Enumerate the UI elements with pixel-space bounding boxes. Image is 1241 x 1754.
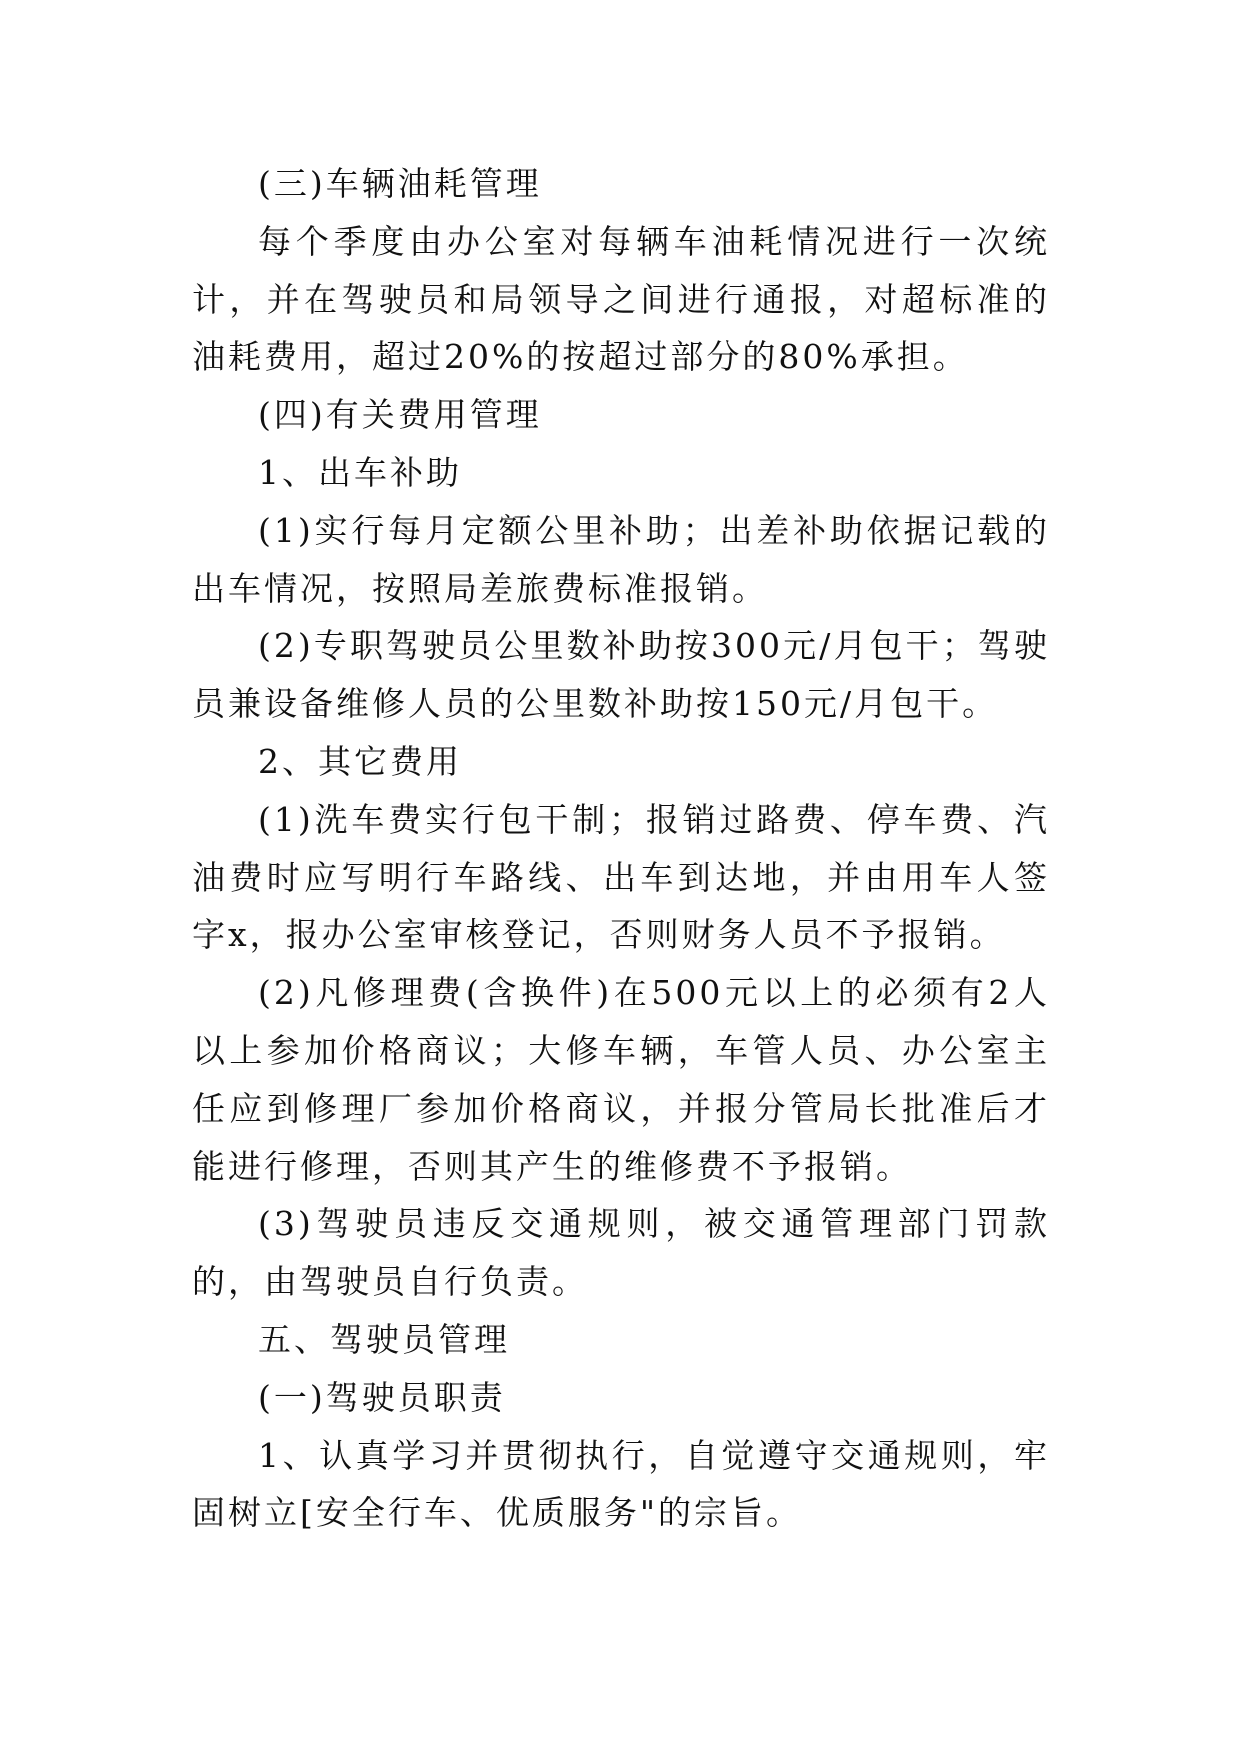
paragraph-other-expenses-2: (2)凡修理费(含换件)在500元以上的必须有2人以上参加价格商议；大修车辆，车管人员、办公室主任应到修理厂参加价格商议，并报分管局长批准后才能进行修理，否则其产生的维修费不予报销。	[192, 973, 1050, 1186]
section-heading-driver-management: 五、驾驶员管理	[258, 1319, 510, 1359]
section-heading-vehicle-fuel: (三)车辆油耗管理	[258, 164, 542, 203]
document-body	[192, 155, 1050, 1542]
subheading-trip-allowance: 1、出车补助	[258, 452, 462, 492]
paragraph-allowance-1: (1)实行每月定额公里补助；出差补助依据记载的出车情况，按照局差旅费标准报销。	[192, 510, 1050, 608]
subheading-other-expenses: 2、其它费用	[258, 741, 462, 781]
paragraph-allowance-2: (2)专职驾驶员公里数补助按300元/月包干；驾驶员兼设备维修人员的公里数补助按150元/月包干。	[192, 626, 1050, 724]
paragraph-other-expenses-3: (3)驾驶员违反交通规则，被交通管理部门罚款的，由驾驶员自行负责。	[192, 1204, 1050, 1302]
section-heading-expenses: (四)有关费用管理	[258, 395, 542, 435]
subheading-driver-duties: (一)驾驶员职责	[258, 1377, 506, 1417]
paragraph-driver-duty-1: 1、认真学习并贯彻执行，自觉遵守交通规则，牢固树立[安全行车、优质服务"的宗旨。	[192, 1435, 1050, 1533]
paragraph-fuel-statistics: 每个季度由办公室对每辆车油耗情况进行一次统计，并在驾驶员和局领导之间进行通报，对超标准的油耗费用，超过20%的按超过部分的80%承担。	[192, 221, 1050, 377]
paragraph-other-expenses-1: (1)洗车费实行包干制；报销过路费、停车费、汽油费时应写明行车路线、出车到达地，并由用车人签字x，报办公室审核登记，否则财务人员不予报销。	[192, 799, 1050, 955]
